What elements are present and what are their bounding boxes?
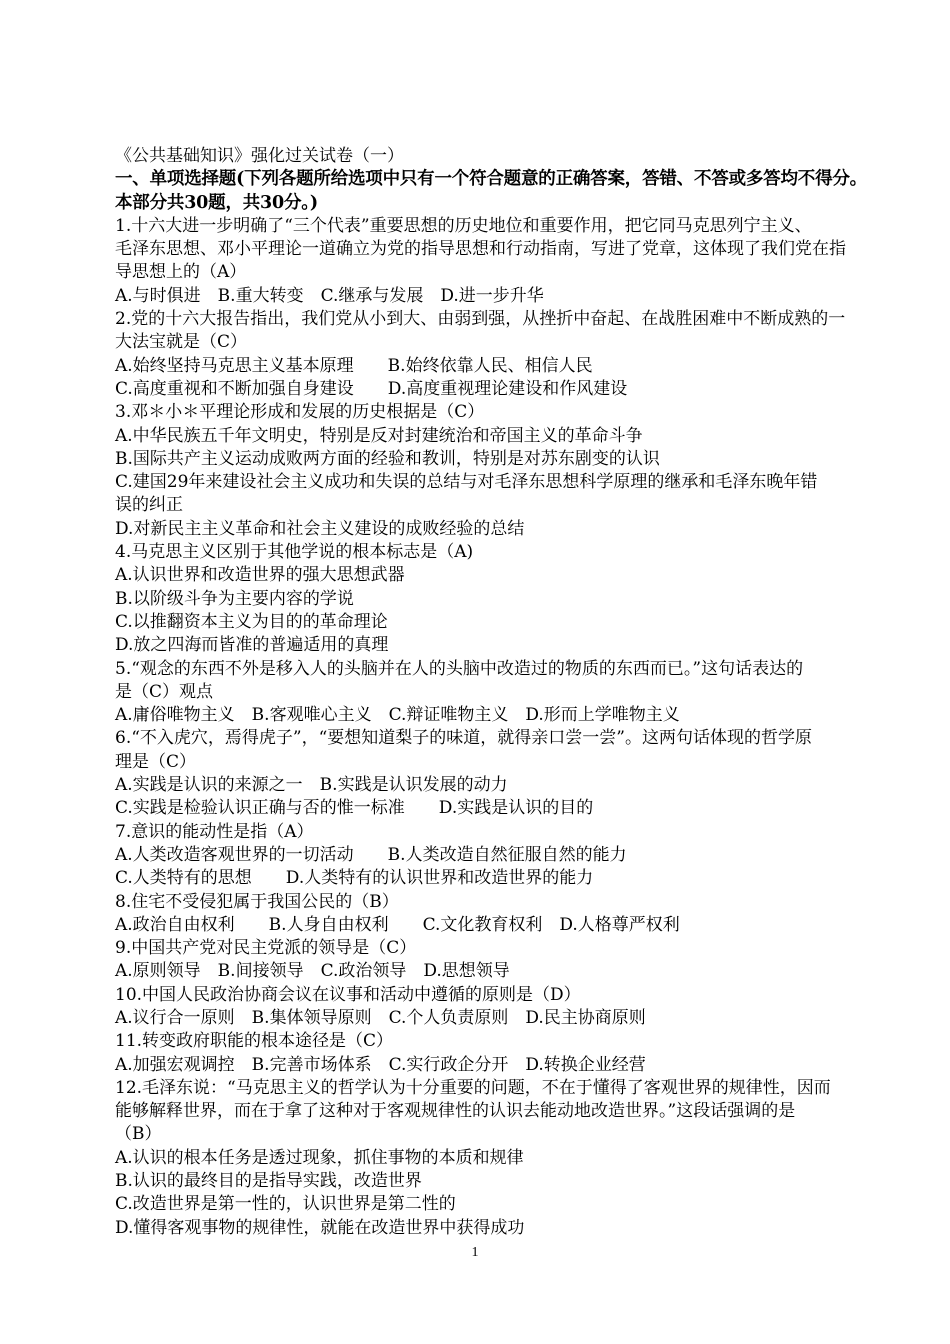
text-line: 6.“不入虎穴，焉得虎子”，“要想知道梨子的味道，就得亲口尝一尝”。这两句话体现的哲学原 xyxy=(115,728,812,749)
section-heading-line-2: 本部分共30题，共30分。) xyxy=(115,192,318,213)
text-line: C.人类特有的思想 D.人类特有的认识世界和改造世界的能力 xyxy=(115,868,594,889)
text-line: D.放之四海而皆准的普遍适用的真理 xyxy=(115,635,389,656)
document-page xyxy=(115,145,875,1240)
text-line: A.认识世界和改造世界的强大思想武器 xyxy=(115,565,405,586)
text-line: B.以阶级斗争为主要内容的学说 xyxy=(115,588,354,609)
text-line: 9.中国共产党对民主党派的领导是（C） xyxy=(115,938,417,959)
text-line: A.人类改造客观世界的一切活动 B.人类改造自然征服自然的能力 xyxy=(115,844,627,865)
text-line: 理是（C） xyxy=(115,751,197,772)
text-line: 7.意识的能动性是指（A） xyxy=(115,821,314,842)
text-line: 8.住宅不受侵犯属于我国公民的（B） xyxy=(115,891,399,912)
text-line: D.懂得客观事物的规律性，就能在改造世界中获得成功 xyxy=(115,1217,525,1238)
text-line: （B） xyxy=(115,1124,162,1145)
text-line: 能够解释世界，而在于拿了这种对于客观规律性的认识去能动地改造世界。”这段话强调的是 xyxy=(115,1101,796,1122)
text-line: C.以推翻资本主义为目的的革命理论 xyxy=(115,611,388,632)
text-line: A.政治自由权利 B.人身自由权利 C.文化教育权利 D.人格尊严权利 xyxy=(115,914,680,935)
text-line: A.认识的根本任务是透过现象，抓住事物的本质和规律 xyxy=(115,1147,524,1168)
text-line: 1.十六大进一步明确了“三个代表”重要思想的历史地位和重要作用，把它同马克思列宁主义、 xyxy=(115,215,812,236)
text-line: 5.“观念的东西不外是移入人的头脑并在人的头脑中改造过的物质的东西而已。”这句话表达的 xyxy=(115,658,804,679)
text-line: 12.毛泽东说：“马克思主义的哲学认为十分重要的问题，不在于懂得了客观世界的规律性，因而 xyxy=(115,1077,831,1098)
text-line: A.实践是认识的来源之一 B.实践是认识发展的动力 xyxy=(115,775,508,796)
text-line: C.建国29年来建设社会主义成功和失误的总结与对毛泽东思想科学原理的继承和毛泽东晚年错 xyxy=(115,472,818,493)
text-line: 导思想上的（A） xyxy=(115,262,247,283)
text-line: 3.邓＊小＊平理论形成和发展的历史根据是（C） xyxy=(115,402,485,423)
text-line: 是（C）观点 xyxy=(115,681,214,702)
text-line: 毛泽东思想、邓小平理论一道确立为党的指导思想和行动指南，写进了党章，这体现了我们党在指 xyxy=(115,239,846,260)
text-line: C.高度重视和不断加强自身建设 D.高度重视理论建设和作风建设 xyxy=(115,378,628,399)
text-line: B.国际共产主义运动成败两方面的经验和教训，特别是对苏东剧变的认识 xyxy=(115,448,660,469)
text-line: 大法宝就是（C） xyxy=(115,332,248,353)
text-line: A.中华民族五千年文明史，特别是反对封建统治和帝国主义的革命斗争 xyxy=(115,425,643,446)
question-list xyxy=(115,215,875,1240)
text-line: B.认识的最终目的是指导实践，改造世界 xyxy=(115,1171,422,1192)
text-line: C.实践是检验认识正确与否的惟一标准 D.实践是认识的目的 xyxy=(115,798,594,819)
text-line: 4.马克思主义区别于其他学说的根本标志是（A) xyxy=(115,542,474,563)
text-line: 2.党的十六大报告指出，我们党从小到大、由弱到强，从挫折中奋起、在战胜困难中不断成熟的一 xyxy=(115,309,846,330)
text-line: 10.中国人民政治协商会议在议事和活动中遵循的原则是（D） xyxy=(115,984,581,1005)
text-line: A.始终坚持马克思主义基本原理 B.始终依靠人民、相信人民 xyxy=(115,355,593,376)
section-heading-line-1: 一、单项选择题(下列各题所给选项中只有一个符合题意的正确答案，答错、不答或多答均不得分。 xyxy=(115,169,867,190)
page-title: 《公共基础知识》强化过关试卷（一） xyxy=(115,146,404,166)
text-line: A.原则领导 B.间接领导 C.政治领导 D.思想领导 xyxy=(115,961,510,982)
page-number: 1 xyxy=(471,1245,479,1260)
text-line: 误的纠正 xyxy=(115,495,183,516)
text-line: A.庸俗唯物主义 B.客观唯心主义 C.辩证唯物主义 D.形而上学唯物主义 xyxy=(115,705,680,726)
text-line: A.与时俱进 B.重大转变 C.继承与发展 D.进一步升华 xyxy=(115,285,544,306)
text-line: A.加强宏观调控 B.完善市场体系 C.实行政企分开 D.转换企业经营 xyxy=(115,1054,646,1075)
text-line: D.对新民主主义革命和社会主义建设的成败经验的总结 xyxy=(115,518,525,539)
text-line: C.改造世界是第一性的，认识世界是第二性的 xyxy=(115,1194,456,1215)
text-line: 11.转变政府职能的根本途径是（C） xyxy=(115,1031,394,1052)
text-line: A.议行合一原则 B.集体领导原则 C.个人负责原则 D.民主协商原则 xyxy=(115,1007,646,1028)
